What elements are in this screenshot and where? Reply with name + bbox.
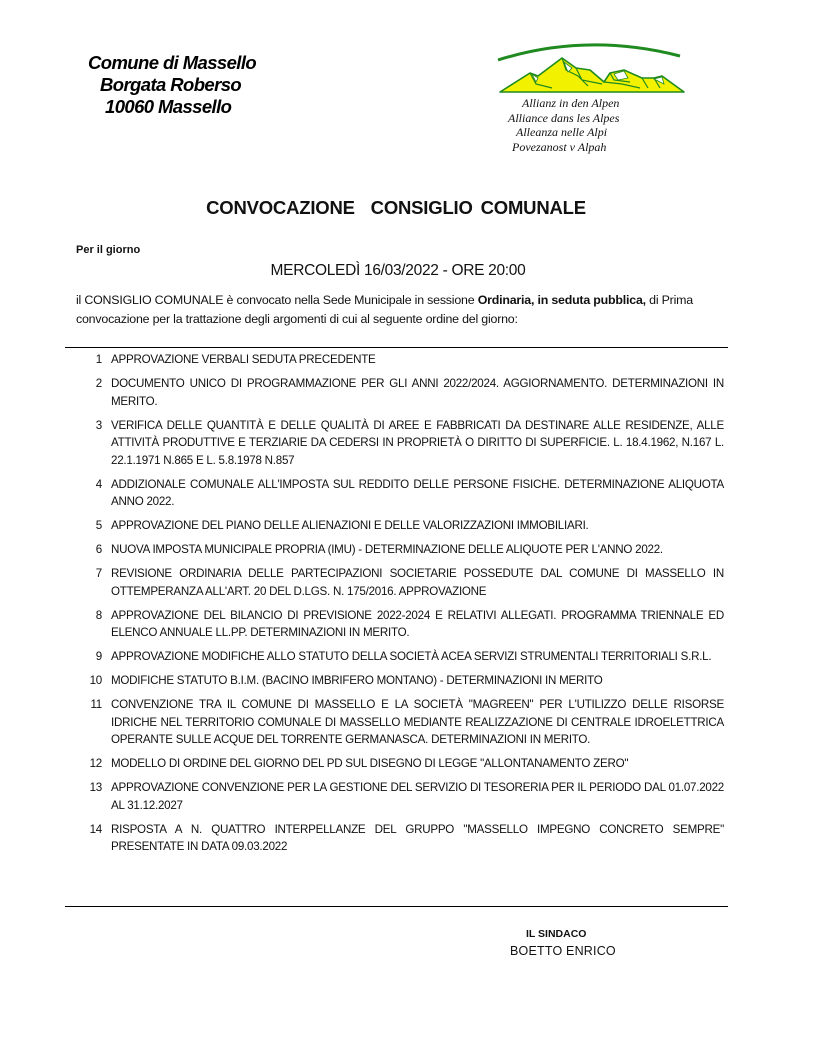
- agenda-item-number: 4: [95, 477, 102, 491]
- agenda-item: [65, 779, 728, 814]
- agenda-item-number: 7: [95, 567, 102, 580]
- signature-role: IL SINDACO: [526, 928, 587, 940]
- agenda-list: [65, 351, 728, 862]
- agenda-item-number: 12: [89, 757, 102, 770]
- meeting-date: MERCOLEDÌ 16/03/2022 - ORE 20:00: [270, 262, 526, 279]
- agenda-item-text: CONVENZIONE TRA IL COMUNE DI MASSELLO E LA SOCIETÀ "MAGREEN" PER L'UTILIZZO DELLE RISORSE IDRICHE NEL TERRITORIO COMUNALE DI MASSELLO MEDIANTE REALIZZAZIONE DI CENTRALE IDROELETTRICA OPERANTE SULLE ACQUE DEL TORRENTE GERMANASCA. DETERMINAZIONI IN MERITO.: [111, 698, 724, 746]
- agenda-item-text: APPROVAZIONE DEL PIANO DELLE ALIENAZIONI E DELLE VALORIZZAZIONI IMMOBILIARI.: [111, 519, 589, 532]
- municipality-name: Comune di Massello: [88, 52, 257, 73]
- logo-arc: [498, 45, 680, 60]
- agenda-item-text: VERIFICA DELLE QUANTITÀ E DELLE QUALITÀ DI AREE E FABBRICATI DA DESTINARE ALLE RESIDENZE, ALLE ATTIVITÀ PRODUTTIVE E TERZIARIE DA CEDERSI IN PROPRIETÀ O DIRITTO DI SUPERFICIE. L. 18.4.1962, N.167 L. 22.1.1971 N.865 E L. 5.8.1978 N.857: [111, 418, 724, 467]
- agenda-item-text: APPROVAZIONE VERBALI SEDUTA PRECEDENTE: [111, 353, 376, 366]
- tagline-it: Alleanza nelle Alpi: [516, 125, 608, 139]
- agenda-item: [65, 351, 728, 369]
- agenda-item: [65, 821, 728, 856]
- agenda-item-number: 6: [95, 543, 102, 556]
- agenda-item-text: NUOVA IMPOSTA MUNICIPALE PROPRIA (IMU) - DETERMINAZIONE DELLE ALIQUOTE PER L'ANNO 2022.: [111, 543, 663, 556]
- document-title: CONVOCAZIONE CONSIGLIO COMUNALE: [206, 197, 586, 218]
- intro-session-type: Ordinaria, in seduta pubblica,: [477, 293, 646, 307]
- alliance-taglines: [508, 96, 619, 154]
- agenda-item: [65, 696, 728, 749]
- agenda-item-number: 9: [95, 650, 102, 663]
- agenda-item: [65, 517, 728, 535]
- agenda-item: [65, 755, 728, 773]
- agenda-item-text: MODELLO DI ORDINE DEL GIORNO DEL PD SUL DISEGNO DI LEGGE "ALLONTANAMENTO ZERO": [111, 757, 629, 770]
- alps-mountains-logo-icon: [492, 40, 688, 98]
- signature-name: BOETTO ENRICO: [510, 944, 616, 958]
- municipality-address: [88, 52, 256, 118]
- agenda-item-number: 5: [95, 519, 102, 532]
- logo-mountains: [500, 58, 684, 92]
- agenda-item-number: 3: [95, 418, 102, 432]
- agenda-item-number: 10: [89, 674, 102, 687]
- agenda-bottom-rule: [65, 906, 728, 907]
- agenda-item: [65, 565, 728, 600]
- agenda-item: [65, 672, 728, 690]
- agenda-item-number: 2: [95, 377, 102, 390]
- tagline-sl: Povezanost v Alpah: [512, 139, 607, 154]
- agenda-item-text: REVISIONE ORDINARIA DELLE PARTECIPAZIONI SOCIETARIE POSSEDUTE DAL COMUNE DI MASSELLO IN OTTEMPERANZA ALL'ART. 20 DEL D.LGS. N. 175/2016. APPROVAZIONE: [111, 567, 724, 598]
- tagline-fr: Alliance dans les Alpes: [508, 110, 620, 125]
- tagline-de: Allianz in den Alpen: [522, 96, 620, 110]
- agenda-item: [65, 375, 728, 410]
- agenda-item-number: 1: [95, 353, 102, 366]
- agenda-item-text: APPROVAZIONE MODIFICHE ALLO STATUTO DELLA SOCIETÀ ACEA SERVIZI STRUMENTALI TERRITORIALI S.R.L.: [111, 650, 712, 663]
- agenda-item-text: RISPOSTA A N. QUATTRO INTERPELLANZE DEL GRUPPO "MASSELLO IMPEGNO CONCRETO SEMPRE" PRESENTATE IN DATA 09.03.2022: [111, 822, 724, 853]
- agenda-item: [65, 541, 728, 559]
- intro-paragraph: [76, 291, 726, 329]
- agenda-item-number: 14: [89, 822, 102, 836]
- agenda-item: [65, 648, 728, 666]
- agenda-item-text: DOCUMENTO UNICO DI PROGRAMMAZIONE PER GLI ANNI 2022/2024. AGGIORNAMENTO. DETERMINAZIONI IN MERITO.: [111, 377, 724, 408]
- signature-block: [505, 926, 625, 960]
- agenda-item-number: 13: [89, 781, 102, 794]
- intro-text-1: il CONSIGLIO COMUNALE è convocato nella Sede Municipale in sessione: [76, 293, 478, 307]
- agenda-item-text: MODIFICHE STATUTO B.I.M. (BACINO IMBRIFERO MONTANO) - DETERMINAZIONI IN MERITO: [111, 674, 603, 687]
- agenda-item-text: APPROVAZIONE CONVENZIONE PER LA GESTIONE DEL SERVIZIO DI TESORERIA PER IL PERIODO DAL 01.07.2022 AL 31.12.2027: [111, 781, 724, 812]
- agenda-item: [65, 607, 728, 642]
- agenda-item: [65, 417, 728, 470]
- municipality-street: Borgata Roberso: [100, 74, 242, 95]
- agenda-item-text: APPROVAZIONE DEL BILANCIO DI PREVISIONE 2022-2024 E RELATIVI ALLEGATI. PROGRAMMA TRIENNALE ED ELENCO ANNUALE LL.PP. DETERMINAZIONI IN MERITO.: [111, 608, 724, 639]
- agenda-item-number: 8: [95, 608, 102, 622]
- agenda-item-text: ADDIZIONALE COMUNALE ALL'IMPOSTA SUL REDDITO DELLE PERSONE FISICHE. DETERMINAZIONE ALIQUOTA ANNO 2022.: [111, 477, 724, 508]
- agenda-item: [65, 476, 728, 511]
- agenda-item-number: 11: [90, 698, 102, 711]
- per-il-giorno-label: Per il giorno: [76, 244, 141, 256]
- agenda-top-rule: [65, 347, 728, 348]
- municipality-city: 10060 Massello: [105, 96, 232, 117]
- intro-text-2: di Prima convocazione per la trattazione degli argomenti di cui al seguente ordine del giorno:: [76, 293, 693, 326]
